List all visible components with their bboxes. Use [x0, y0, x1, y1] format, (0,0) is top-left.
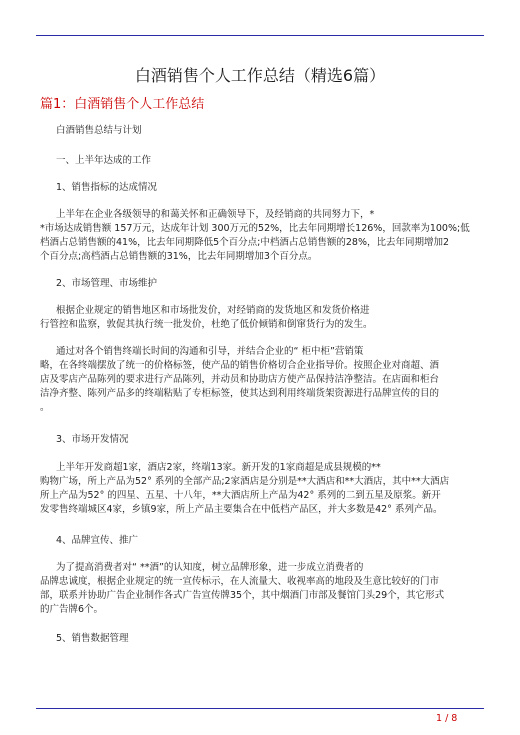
subheading-sales-data: 5、销售数据管理	[56, 633, 129, 644]
article-title: 篇1：白酒销售个人工作总结	[40, 97, 205, 112]
paragraph-line: 。	[40, 402, 50, 413]
subheading-brand-promotion: 4、品牌宣传、推广	[56, 535, 139, 546]
footer-rule	[36, 708, 484, 709]
paragraph-line: 洁净齐整、陈列产品多的终端粘贴了专柜标签，使其达到利用终端货架资源进行品牌宣传的目的	[40, 388, 440, 399]
paragraph-line: 购物广场，所上产品为52° 系列的全部产品;2家酒店是分别是**大酒店和**大酒店，其中**大酒店	[40, 476, 450, 487]
paragraph-line: 根据企业规定的销售地区和市场批发价，对经销商的发货地区和发货价格进	[56, 305, 370, 316]
header-rule	[36, 35, 484, 36]
paragraph-line: 为了提高消费者对“ **酒”的认知度，树立品牌形象，进一步成立消费者的	[56, 562, 364, 573]
paragraph-line: 发零售终端城区4家，乡镇9家，所上产品主要集合在中低档产品区，并大多数是42° 系列产品。	[40, 504, 443, 515]
paragraph-line: 的广告牌6个。	[40, 604, 104, 615]
subheading-market-development: 3、市场开发情况	[56, 434, 129, 445]
plan-heading: 白酒销售总结与计划	[56, 125, 142, 136]
paragraph-line: 店及零店产品陈列的要求进行产品陈列，并动员和协助店方使产品保持洁净整洁。在店面和柜台	[40, 374, 440, 385]
paragraph-line: 个百分点;高档酒占总销售额的31%，比去年同期增加3个百分点。	[40, 251, 318, 262]
paragraph-line: 所上产品为52° 的四星、五星、十八年，**大酒店所上产品为42° 系列的二到五星及原浆。新开	[40, 490, 441, 501]
paragraph-line: 略，在各终端摆放了统一的价格标签，使产品的销售价格切合企业指导价。按照企业对商超、酒	[40, 360, 440, 371]
paragraph-line: 上半年开发商超1家，酒店2家，终端13家。新开发的1家商超是成县规模的**	[56, 462, 381, 473]
subheading-sales-targets: 1、销售指标的达成情况	[56, 182, 158, 193]
document-title: 白酒销售个人工作总结（精选6篇）	[134, 66, 386, 85]
paragraph-line: *市场达成销售额 157万元，达成年计划 300万元的52%，比去年同期增长126%，回款率为100%;低	[40, 223, 470, 234]
paragraph-line: 档酒占总销售额的41%，比去年同期降低5个百分点;中档酒占总销售额的28%，比去年同期增加2	[40, 237, 450, 248]
paragraph-line: 行管控和监察，敦促其执行统一批发价，杜绝了低价倾销和倒窜货行为的发生。	[40, 319, 373, 330]
subheading-market-management: 2、市场管理、市场维护	[56, 278, 158, 289]
paragraph-line: 通过对各个销售终端长时间的沟通和引导，并结合企业的“ 柜中柜”营销策	[56, 346, 364, 357]
paragraph-line: 上半年在企业各级领导的和蔼关怀和正确领导下，及经销商的共同努力下，*	[56, 209, 375, 220]
paragraph-line: 部，联系并协助广告企业制作各式广告宣传牌35个，其中烟酒门市部及餐馆门头29个，其它形式	[40, 590, 445, 601]
page-number: 1 / 8	[436, 713, 458, 724]
paragraph-line: 品牌忠诚度，根据企业规定的统一宣传标示，在人流量大、收视率高的地段及生意比较好的门市	[40, 576, 440, 587]
section-heading-first-half: 一、上半年达成的工作	[56, 155, 152, 166]
